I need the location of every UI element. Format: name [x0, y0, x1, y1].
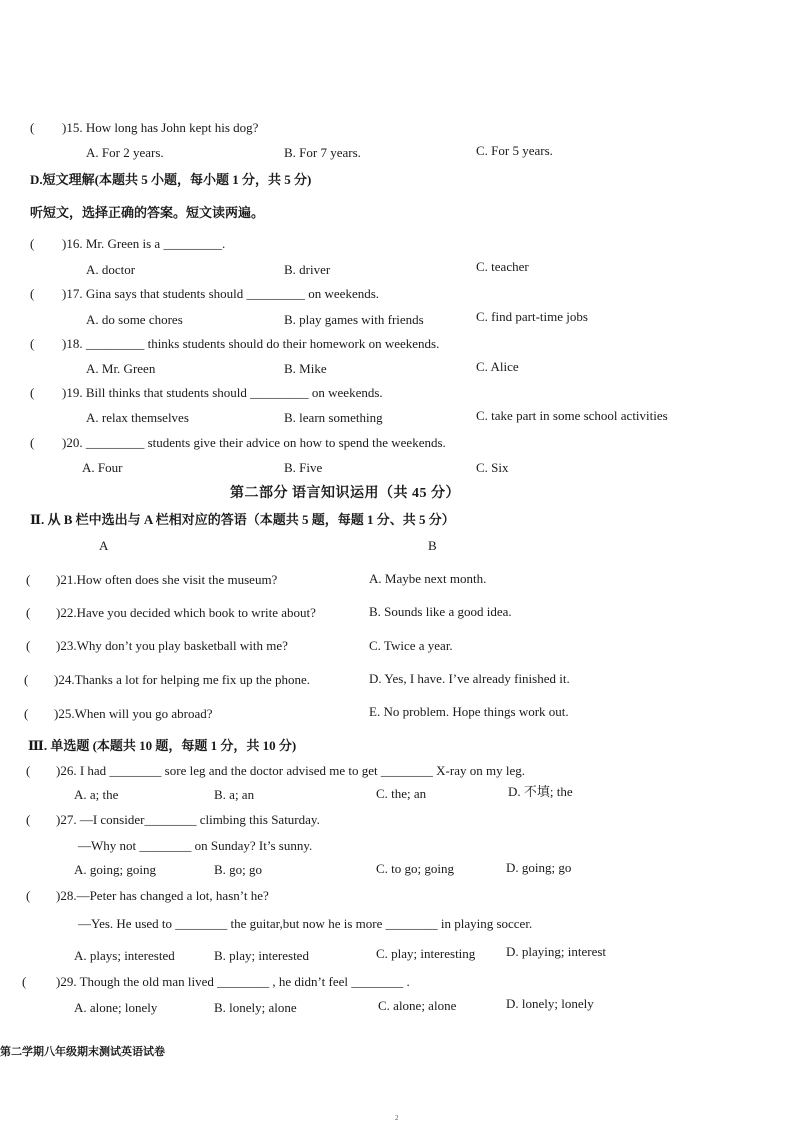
answer-paren-16[interactable]: ( — [30, 236, 35, 251]
question-18-stem: )18. _________ thinks students should do their homework on weekends. — [62, 336, 440, 351]
answer-paren-29[interactable]: ( — [22, 974, 27, 989]
question-26-stem: )26. I had ________ sore leg and the doctor advised me to get ________ X-ray on my leg. — [56, 763, 525, 778]
section-d-title: D.短文理解(本题共 5 小题，每小题 1 分，共 5 分) — [30, 172, 312, 187]
column-b-option-d: D. Yes, I have. I’ve already finished it. — [369, 671, 570, 686]
answer-paren-17[interactable]: ( — [30, 286, 35, 301]
question-28-option-c[interactable]: C. play; interesting — [376, 946, 476, 961]
question-19-stem: )19. Bill thinks that students should _________ on weekends. — [62, 385, 383, 400]
question-27-line-2: —Why not ________ on Sunday? It’s sunny. — [78, 838, 313, 853]
answer-paren-28[interactable]: ( — [26, 888, 31, 903]
question-16-option-c[interactable]: C. teacher — [476, 259, 529, 274]
question-26-option-d[interactable]: D. 不填; the — [508, 784, 573, 799]
answer-paren-20[interactable]: ( — [30, 435, 35, 450]
question-28-option-a[interactable]: A. plays; interested — [74, 948, 175, 963]
question-15-option-a[interactable]: A. For 2 years. — [86, 145, 164, 160]
question-16-stem: )16. Mr. Green is a _________. — [62, 236, 226, 251]
question-25-stem: )25.When will you go abroad? — [54, 706, 213, 721]
question-26-option-c[interactable]: C. the; an — [376, 786, 427, 801]
question-26-option-a[interactable]: A. a; the — [74, 787, 119, 802]
answer-paren-27[interactable]: ( — [26, 812, 31, 827]
section-d-instruction: 听短文，选择正确的答案。短文读两遍。 — [30, 205, 265, 220]
question-29-option-c[interactable]: C. alone; alone — [378, 998, 457, 1013]
question-17-option-c[interactable]: C. find part-time jobs — [476, 309, 588, 324]
question-27-option-c[interactable]: C. to go; going — [376, 861, 455, 876]
question-18-option-b[interactable]: B. Mike — [284, 361, 327, 376]
column-b-option-c: C. Twice a year. — [369, 638, 453, 653]
footer-exam-title: 第二学期八年级期末测试英语试卷 — [0, 1046, 165, 1058]
question-26-option-b[interactable]: B. a; an — [214, 787, 255, 802]
question-24-stem: )24.Thanks a lot for helping me fix up the phone. — [54, 672, 310, 687]
answer-paren-19[interactable]: ( — [30, 385, 35, 400]
answer-paren-15[interactable]: ( — [30, 120, 35, 135]
question-27-option-d[interactable]: D. going; go — [506, 860, 572, 875]
question-23-stem: )23.Why don’t you play basketball with me? — [56, 638, 288, 653]
question-20-option-b[interactable]: B. Five — [284, 460, 323, 475]
column-b-option-e: E. No problem. Hope things work out. — [369, 704, 569, 719]
answer-paren-18[interactable]: ( — [30, 336, 35, 351]
question-27-option-a[interactable]: A. going; going — [74, 862, 156, 877]
question-17-option-a[interactable]: A. do some chores — [86, 312, 183, 327]
question-22-stem: )22.Have you decided which book to write about? — [56, 605, 316, 620]
answer-paren-24[interactable]: ( — [24, 672, 29, 687]
question-27-option-b[interactable]: B. go; go — [214, 862, 263, 877]
question-27-stem: )27. —I consider________ climbing this Saturday. — [56, 812, 320, 827]
question-17-stem: )17. Gina says that students should _________ on weekends. — [62, 286, 380, 301]
answer-paren-22[interactable]: ( — [26, 605, 31, 620]
question-28-option-d[interactable]: D. playing; interest — [506, 944, 607, 959]
question-19-option-c[interactable]: C. take part in some school activities — [476, 408, 668, 423]
column-b-header: B — [428, 538, 437, 553]
part-two-title: 第二部分 语言知识运用（共 45 分） — [230, 486, 460, 501]
column-b-option-b: B. Sounds like a good idea. — [369, 604, 512, 619]
question-20-stem: )20. _________ students give their advice on how to spend the weekends. — [62, 435, 446, 450]
question-28-stem: )28.—Peter has changed a lot, hasn’t he? — [56, 888, 269, 903]
question-17-option-b[interactable]: B. play games with friends — [284, 312, 424, 327]
question-18-option-c[interactable]: C. Alice — [476, 359, 519, 374]
question-21-stem: )21.How often does she visit the museum? — [56, 572, 278, 587]
question-20-option-c[interactable]: C. Six — [476, 460, 509, 475]
answer-paren-23[interactable]: ( — [26, 638, 31, 653]
question-16-option-a[interactable]: A. doctor — [86, 262, 136, 277]
question-16-option-b[interactable]: B. driver — [284, 262, 331, 277]
question-29-stem: )29. Though the old man lived ________ , he didn’t feel ________ . — [56, 974, 410, 989]
column-b-option-a: A. Maybe next month. — [369, 571, 487, 586]
column-a-header: A — [99, 538, 109, 553]
answer-paren-21[interactable]: ( — [26, 572, 31, 587]
section-iii-title: Ⅲ. 单选题 (本题共 10 题，每题 1 分，共 10 分) — [28, 738, 297, 753]
question-20-option-a[interactable]: A. Four — [82, 460, 123, 475]
question-15-option-c[interactable]: C. For 5 years. — [476, 143, 553, 158]
question-18-option-a[interactable]: A. Mr. Green — [86, 361, 156, 376]
question-15-option-b[interactable]: B. For 7 years. — [284, 145, 361, 160]
question-28-option-b[interactable]: B. play; interested — [214, 948, 309, 963]
question-19-option-b[interactable]: B. learn something — [284, 410, 383, 425]
question-28-line-2: —Yes. He used to ________ the guitar,but now he is more ________ in playing soccer. — [78, 916, 533, 931]
answer-paren-26[interactable]: ( — [26, 763, 31, 778]
question-15-stem: )15. How long has John kept his dog? — [62, 120, 259, 135]
section-ii-title: Ⅱ. 从 B 栏中选出与 A 栏相对应的答语（本题共 5 题，每题 1 分、共 5 分） — [30, 512, 455, 527]
answer-paren-25[interactable]: ( — [24, 706, 29, 721]
question-29-option-b[interactable]: B. lonely; alone — [214, 1000, 297, 1015]
page-number: 2 — [395, 1114, 399, 1122]
question-29-option-d[interactable]: D. lonely; lonely — [506, 996, 594, 1011]
question-29-option-a[interactable]: A. alone; lonely — [74, 1000, 158, 1015]
question-19-option-a[interactable]: A. relax themselves — [86, 410, 189, 425]
